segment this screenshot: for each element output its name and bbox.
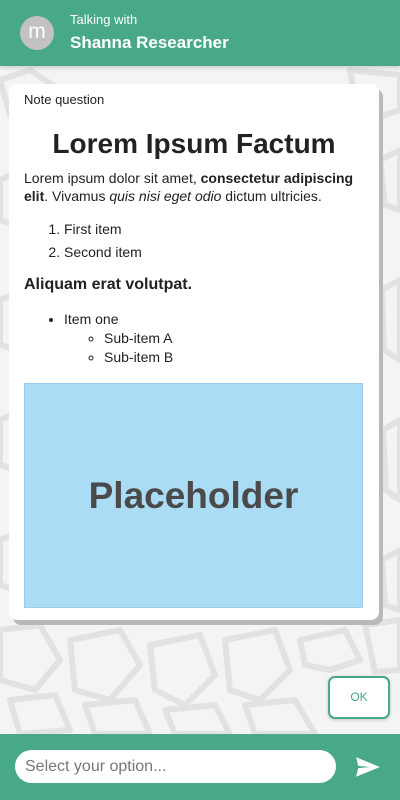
send-icon[interactable]	[355, 756, 381, 778]
paragraph-text: . Vivamus	[44, 188, 110, 204]
ordered-list	[24, 218, 142, 264]
list-item: 2. Second item	[64, 241, 142, 264]
nested-list	[64, 329, 173, 367]
card-title: Lorem Ipsum Factum	[52, 128, 336, 159]
header-subtitle: Talking with	[70, 12, 138, 27]
card-subheading: Aliquam erat volutpat.	[24, 276, 193, 293]
list-item: 1. First item	[64, 218, 142, 241]
ok-button[interactable]: OK	[328, 676, 390, 719]
option-input[interactable]	[15, 750, 336, 783]
avatar: m	[20, 16, 54, 50]
paragraph-italic: quis nisi eget odio	[109, 188, 222, 204]
paragraph-text: dictum ultricies.	[221, 188, 322, 204]
message-card	[9, 84, 379, 620]
contact-name: Shanna Researcher	[70, 33, 229, 52]
sub-list-item: ◦ Sub-item B	[104, 348, 173, 367]
sub-list-item: ◦ Sub-item A	[104, 329, 173, 348]
paragraph-bold: consectetur adipiscing elit	[24, 170, 354, 204]
card-label: Note question	[24, 92, 105, 107]
unordered-list	[24, 310, 173, 367]
card-paragraph	[24, 169, 369, 205]
paragraph-text: Lorem ipsum dolor sit amet,	[24, 170, 201, 186]
list-item	[64, 310, 173, 367]
placeholder-image: Placeholder	[24, 383, 363, 608]
chat-footer	[0, 734, 400, 800]
list-item-label: Item one	[64, 311, 119, 327]
chat-header	[0, 0, 400, 66]
